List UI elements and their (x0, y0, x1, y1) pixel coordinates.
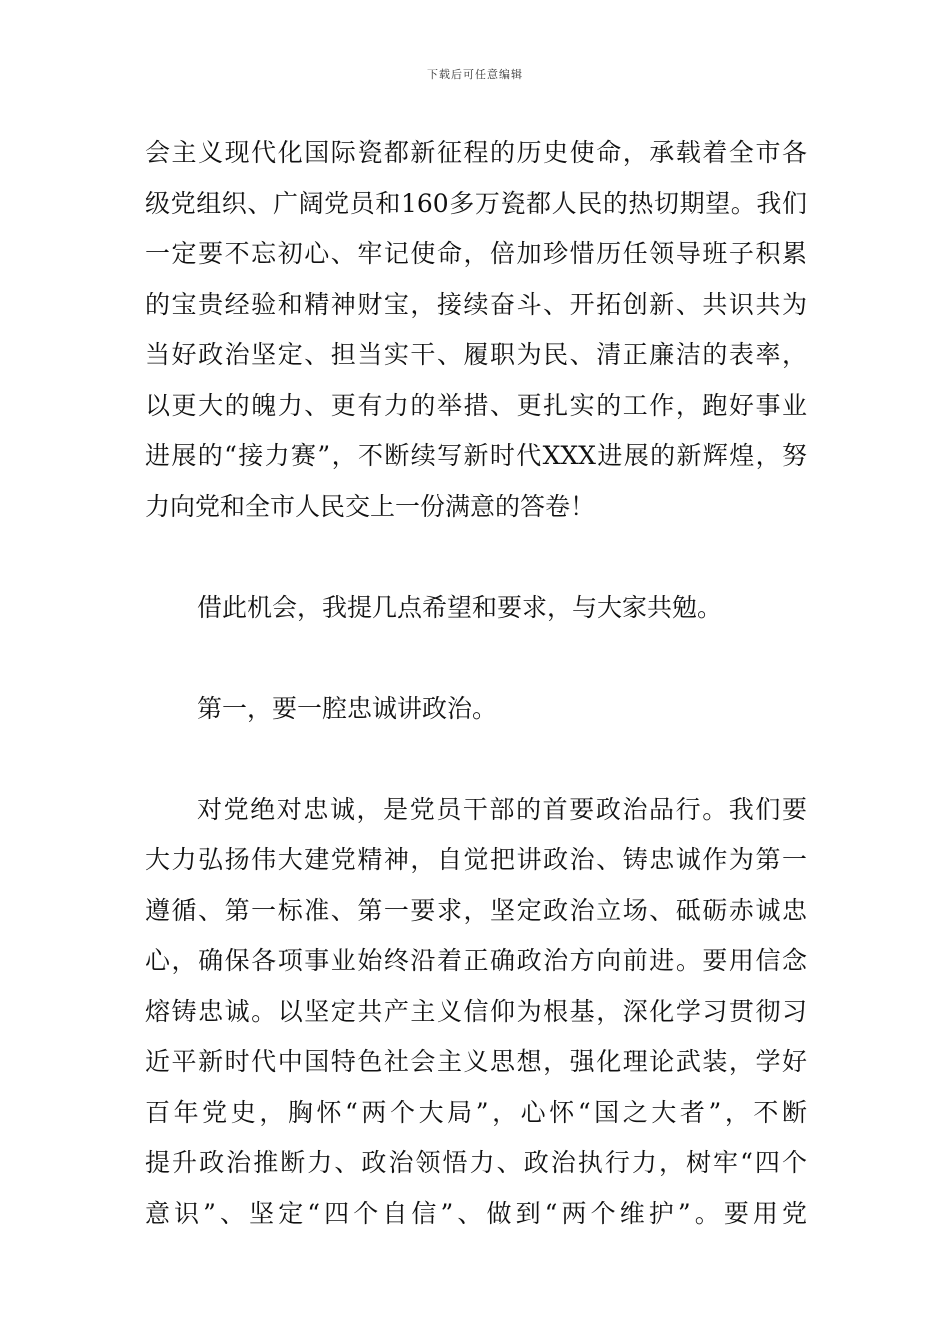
page-header: 下载后可任意编辑 (427, 68, 523, 81)
text-line: 以更大的魄力、更有力的举措、更扎实的工作，跑好事业 (145, 390, 807, 420)
paragraph-3 (145, 684, 807, 735)
paragraph-1 (145, 128, 807, 532)
paragraph-4 (145, 785, 807, 1240)
text-line: 近平新时代中国特色社会主义思想，强化理论武装，学好 (145, 1047, 807, 1076)
text-line: 心，确保各项事业始终沿着正确政治方向前进。要用信念 (145, 946, 807, 975)
text-line: 的宝贵经验和精神财宝，接续奋斗、开拓创新、共识共为 (145, 289, 807, 319)
text-line: 熔铸忠诚。以坚定共产主义信仰为根基，深化学习贯彻习 (145, 996, 807, 1026)
text-line: 对党绝对忠诚，是党员干部的首要政治品行。我们要 (197, 794, 807, 824)
paragraph-gap (145, 734, 807, 785)
text-line: 借此机会，我提几点希望和要求，与大家共勉。 (197, 592, 723, 622)
text-line: 提升政治推断力、政治领悟力、政治执行力，树牢“四个 (145, 1148, 807, 1177)
text-line: 遵循、第一标准、第一要求，坚定政治立场、砥砺赤诚忠 (145, 895, 807, 925)
paragraph-gap (145, 633, 807, 684)
text-line: 当好政治坚定、担当实干、履职为民、清正廉洁的表率， (145, 340, 807, 369)
text-line: 大力弘扬伟大建党精神，自觉把讲政治、铸忠诚作为第一 (145, 845, 807, 874)
text-line: 进展的“接力赛”，不断续写新时代XXX进展的新辉煌，努 (145, 441, 807, 470)
paragraph-gap (145, 532, 807, 583)
text-line: 会主义现代化国际瓷都新征程的历史使命，承载着全市各 (145, 138, 807, 167)
text-line: 百年党史，胸怀“两个大局”，心怀“国之大者”，不断 (145, 1097, 807, 1127)
text-line: 一定要不忘初心、牢记使命，倍加珍惜历任领导班子积累 (145, 239, 807, 268)
text-line: 第一，要一腔忠诚讲政治。 (197, 693, 498, 723)
text-line: 力向党和全市人民交上一份满意的答卷！ (145, 491, 596, 521)
text-line: 意识”、坚定“四个自信”、做到“两个维护”。要用党 (145, 1198, 807, 1228)
text-line: 级党组织、广阔党员和160多万瓷都人民的热切期望。我们 (145, 188, 807, 218)
paragraph-2 (145, 583, 807, 634)
document-body (145, 128, 807, 1239)
